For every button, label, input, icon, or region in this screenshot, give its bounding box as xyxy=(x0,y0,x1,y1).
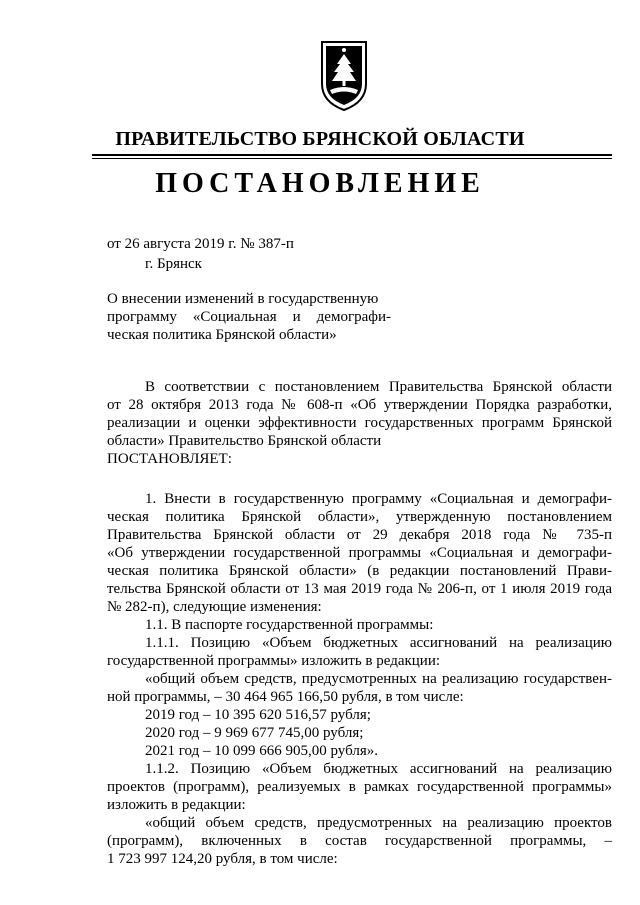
subject-line: ческая политика Брянской области» xyxy=(107,327,337,343)
document-type-title: ПОСТАНОВЛЕНИЕ xyxy=(155,168,485,199)
subject-line: программу «Социальная и демографи- xyxy=(107,309,391,325)
resolves-word: ПОСТАНОВЛЯЕТ: xyxy=(107,451,232,467)
quote-line: «общий объем средств, предусмотренных на реализацию проектов xyxy=(145,815,612,831)
preamble-line: от 28 октября 2013 года № 608-п «Об утверждении Порядка разработки, xyxy=(107,397,612,413)
paragraph-line: № 282-п), следующие изменения: xyxy=(107,599,322,615)
quote-line: (программ), включенных в состав государственной программы, – xyxy=(107,833,612,849)
paragraph-line: ческая политика Брянской области» (в редакции постановлений Прави- xyxy=(107,563,612,579)
document-date-number: от 26 августа 2019 г. № 387-п xyxy=(107,236,294,252)
preamble-line: В соответствии с постановлением Правительства Брянской области xyxy=(145,379,612,395)
preamble-line: области» Правительство Брянской области xyxy=(107,433,382,449)
paragraph-line: ческая политика Брянской области», утвержденную постановлением xyxy=(107,509,612,525)
preamble-line: реализации и оценки эффективности государственных программ Брянской xyxy=(107,415,612,431)
header-rule-thin xyxy=(92,158,612,159)
paragraph-line: 1.1.2. Позицию «Объем бюджетных ассигнований на реализацию xyxy=(145,761,612,777)
year-amount-line: 2021 год – 10 099 666 905,00 рубля». xyxy=(145,743,378,759)
document-subject xyxy=(107,290,391,344)
subitem-heading: 1.1. В паспорте государственной программы: xyxy=(145,617,434,633)
paragraph-line: 1.1.1. Позицию «Объем бюджетных ассигнований на реализацию xyxy=(145,635,612,651)
paragraph-line: изложить в редакции: xyxy=(107,797,246,813)
quote-line: ной программы, – 30 464 965 166,50 рубля, в том числе: xyxy=(107,689,464,705)
paragraph-line: государственной программы» изложить в редакции: xyxy=(107,653,441,669)
year-amount-line: 2020 год – 9 969 677 745,00 рубля; xyxy=(145,725,364,741)
document-body xyxy=(107,378,612,868)
quote-line: «общий объем средств, предусмотренных на реализацию государствен- xyxy=(145,671,612,687)
organization-title: ПРАВИТЕЛЬСТВО БРЯНСКОЙ ОБЛАСТИ xyxy=(115,128,525,150)
paragraph-line: 1. Внести в государственную программу «Социальная и демографи- xyxy=(145,491,612,507)
paragraph-line: «Об утверждении государственной программы «Социальная и демографи- xyxy=(107,545,612,561)
document-city: г. Брянск xyxy=(145,256,202,272)
coat-of-arms-emblem xyxy=(318,40,370,112)
paragraph-line: проектов (программ), реализуемых в рамках государственной программы» xyxy=(107,779,612,795)
year-amount-line: 2019 год – 10 395 620 516,57 рубля; xyxy=(145,707,371,723)
header-rule-thick xyxy=(92,154,612,156)
subject-line: О внесении изменений в государственную xyxy=(107,291,379,307)
quote-line: 1 723 997 124,20 рубля, в том числе: xyxy=(107,851,338,867)
paragraph-line: Правительства Брянской области от 29 декабря 2018 года № 735-п xyxy=(107,527,612,543)
paragraph-line: тельства Брянской области от 13 мая 2019 года № 206-п, от 1 июля 2019 года xyxy=(107,581,612,597)
